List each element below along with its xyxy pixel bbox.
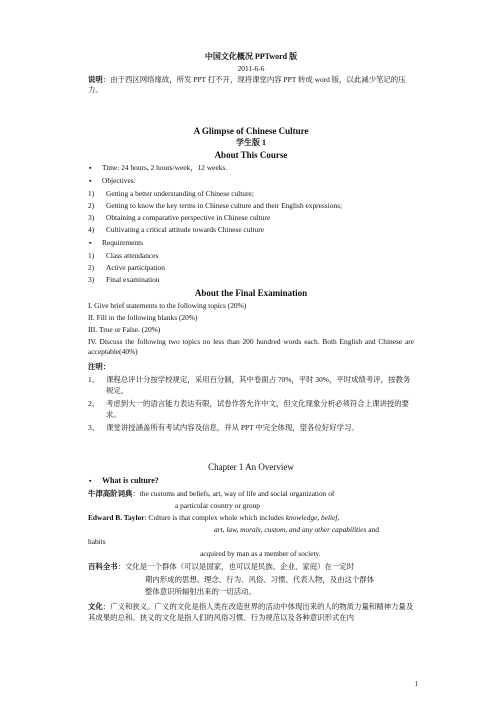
requirement-1: 1) Class attendances	[88, 251, 159, 260]
intro-note	[88, 75, 414, 95]
baike-definition-3: 整体意识所辐射出来的一切活动。	[145, 587, 256, 596]
objective-1: 1) Getting a better understanding of Chinese culture;	[88, 189, 254, 198]
tylor-label: Edward B. Taylor	[88, 513, 145, 522]
exam-item-2: II. Fill in the following blanks (20%)	[88, 313, 198, 322]
requirement-3: 3) Final examination	[88, 275, 160, 284]
oxford-definition-cont: a particular country or group	[175, 501, 260, 510]
tylor-definition-habits: habits	[88, 537, 106, 546]
note-2: 2、 考虑到大一的语言能力表达有限，试卷作答允许中文，但文化现象分析必须符合上课讲授的要求。	[88, 399, 410, 419]
wenhua-definition: 文化：广义和狭义。广义的文化是指人类在改造世界的活动中体现出来的人的物质力量和精神力量及其成果的总和。狭义的文化是指人们的风俗习惯、行为规范以及各种意识形式在内	[88, 602, 414, 622]
exam-item-1: I. Give brief statements to the following topics (20%)	[88, 301, 247, 310]
objectives-item: ▪ Objectives:	[88, 176, 414, 186]
objective-2: 2) Getting to know the key terms in Chinese culture and their English expressions;	[88, 201, 343, 210]
requirements-item: ▪ Requirements	[88, 238, 414, 248]
intro-note-label: 说明	[88, 75, 103, 84]
objective-3: 3) Obtaining a comparative perspective in Chinese culture	[88, 213, 271, 222]
main-title: A Glimpse of Chinese Culture	[193, 126, 309, 136]
chapter-heading: Chapter 1 An Overview	[208, 462, 294, 472]
tylor-definition-end: acquired by man as a member of society.	[200, 549, 321, 558]
wenhua-label: 文化	[88, 602, 103, 611]
baike-definition: 百科全书：文化是一个群体（可以是国家，也可以是民族、企业、家庭）在一定时	[88, 562, 355, 571]
tylor-definition-cont: art, law, morals, custom, and any other capabilities and	[214, 525, 379, 534]
baike-definition-2: 期内形成的思想、理念、行为、风俗、习惯、代表人物，及由这个群体	[145, 575, 375, 584]
about-course-heading: About This Course	[214, 150, 288, 160]
exam-item-4: IV. Discuss the following two topics no less than 200 hundred words each. Both English and Chinese are acceptable(40%)	[88, 337, 414, 356]
intro-note-text: ：由于西区网络缘故，所发 PPT 打不开，现将课堂内容 PPT 转成 word 版，以此减少笔记的压力。	[88, 75, 406, 94]
final-exam-heading: About the Final Examination	[194, 288, 308, 298]
time-item: ▪ Time: 24 hours, 2 hours/week，12 weeks.	[88, 163, 414, 173]
requirement-2: 2) Active participation	[88, 263, 165, 272]
exam-item-3: III. True or False. (20%)	[88, 325, 161, 334]
objective-4: 4) Cultivating a critical attitude towards Chinese culture	[88, 225, 265, 234]
tylor-definition: Edward B. Taylor: Culture is that complex whole which includes knowledge, belief,	[88, 513, 340, 522]
note-1: 1、 课程总评计分按学校规定，采用百分制，其中卷面占 70%，平时 30%，平时成绩考评，按教务规定。	[88, 375, 411, 395]
subtitle-cn: 学生版 1	[236, 138, 266, 147]
oxford-definition: 牛津高阶词典：the customs and beliefs, art, way of life and social organization of	[88, 489, 335, 498]
oxford-label: 牛津高阶词典	[88, 489, 133, 498]
page-number: 1	[414, 680, 418, 688]
note-3: 3、 课堂讲授涵盖所有考试内容及信息，并从 PPT 中完全体现，望各位好好学习。	[88, 423, 359, 432]
notes-label: 注明：	[88, 362, 111, 371]
what-is-culture: ▪ What is culture?	[88, 476, 414, 486]
doc-title: 中国文化概况 PPTword 版	[204, 52, 298, 61]
doc-date: 2011-6-6	[237, 64, 265, 73]
baike-label: 百科全书	[88, 562, 118, 571]
